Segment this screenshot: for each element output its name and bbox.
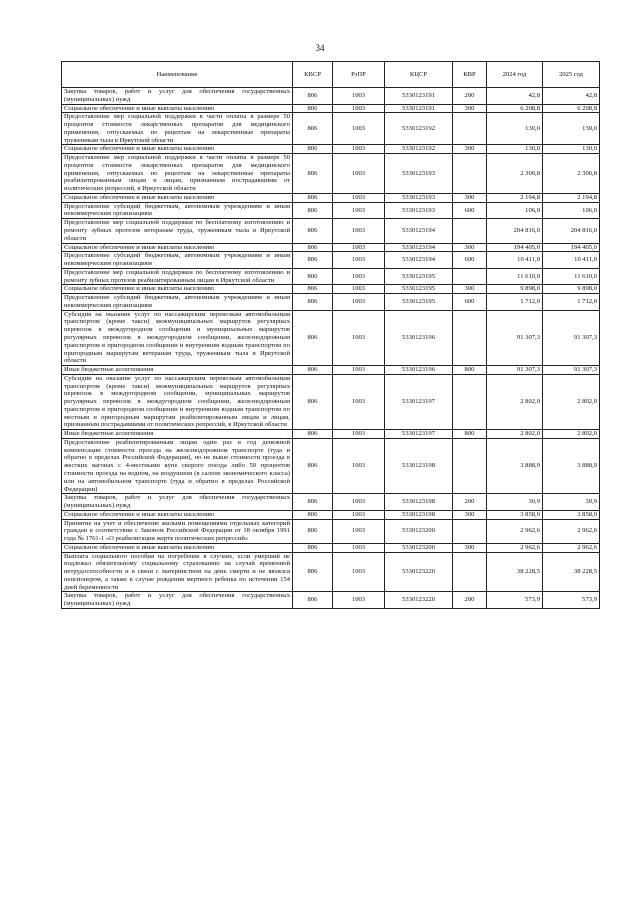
cell-rzpr: 1003 <box>333 438 385 493</box>
cell-2025: 204 816,0 <box>543 219 600 243</box>
cell-kvr: 600 <box>453 252 487 269</box>
table-row <box>62 510 600 519</box>
cell-2024: 573,9 <box>487 592 543 609</box>
table-row <box>62 438 600 493</box>
table-row <box>62 193 600 202</box>
cell-2024: 194 405,0 <box>487 243 543 252</box>
cell-2024: 42,8 <box>487 88 543 105</box>
cell-kcsr: 5330123195 <box>385 285 453 294</box>
cell-name: Предоставление субсидий бюджетным, автономным учреждениям и иным некоммерческим организациям <box>62 202 293 219</box>
table-row <box>62 430 600 439</box>
cell-kvr: 300 <box>453 285 487 294</box>
table-row <box>62 310 600 365</box>
cell-name: Предоставление мер социальной поддержки в части оплаты в размере 50 процентов стоимости лекарственных препаратов для медицинского применения, отпускаемых по рецептам на лекарственные препараты реабилитированным лицам и лицам, признанным пострадавшими от политических репрессий, в Иркутской области <box>62 154 293 194</box>
cell-name: Предоставление мер социальной поддержки в части оплаты в размере 50 процентов стоимости лекарственных препаратов для медицинского применения, отпускаемых по рецептам на лекарственные препараты труженикам тыла в Иркутской области <box>62 113 293 145</box>
table-row <box>62 145 600 154</box>
cell-kcsr: 5330123191 <box>385 88 453 105</box>
table-body <box>62 88 600 609</box>
cell-kvsr: 806 <box>293 88 333 105</box>
cell-kcsr: 5330123194 <box>385 252 453 269</box>
cell-kcsr: 5330123192 <box>385 113 453 145</box>
cell-2024: 2 194,8 <box>487 193 543 202</box>
cell-kvsr: 806 <box>293 592 333 609</box>
cell-kvsr: 806 <box>293 252 333 269</box>
cell-kvr <box>453 113 487 145</box>
cell-kvsr: 806 <box>293 430 333 439</box>
cell-kvr: 300 <box>453 193 487 202</box>
cell-name: Субсидии на оказание услуг по пассажирским перевозкам автомобильным транспортом (кроме такси) межмуниципальных маршрутов регулярных перевозок в междугородном сообщении, муниципальных маршрутов регулярных перевозок в междугородном сообщении, железнодорожным транспортом в пригородном сообщении и внутренним водным транспортом по местным и пригородным маршрутам реабилитированным лицам и лицам, признанным пострадавшими от политических репрессий, в Иркутской области <box>62 374 293 429</box>
cell-2025: 130,0 <box>543 113 600 145</box>
cell-2024: 30,9 <box>487 494 543 511</box>
cell-2025: 106,0 <box>543 202 600 219</box>
cell-name: Социальное обеспечение и иные выплаты населению <box>62 543 293 552</box>
cell-kvsr: 806 <box>293 113 333 145</box>
cell-kvsr: 806 <box>293 193 333 202</box>
cell-kvsr: 806 <box>293 268 333 285</box>
cell-rzpr: 1003 <box>333 310 385 365</box>
cell-kvsr: 806 <box>293 310 333 365</box>
cell-kvsr: 806 <box>293 294 333 311</box>
table-row <box>62 88 600 105</box>
cell-kcsr: 5330123197 <box>385 374 453 429</box>
cell-kvsr: 806 <box>293 543 333 552</box>
cell-2024: 2 962,6 <box>487 519 543 543</box>
cell-2025: 1 712,0 <box>543 294 600 311</box>
cell-rzpr: 1003 <box>333 543 385 552</box>
cell-rzpr: 1003 <box>333 592 385 609</box>
cell-2025: 3 888,9 <box>543 438 600 493</box>
cell-kcsr: 5330123194 <box>385 219 453 243</box>
cell-kcsr: 5330123193 <box>385 193 453 202</box>
cell-rzpr: 1003 <box>333 366 385 375</box>
cell-kvr <box>453 310 487 365</box>
cell-kvsr: 806 <box>293 285 333 294</box>
cell-rzpr: 1003 <box>333 268 385 285</box>
cell-kcsr: 5330123191 <box>385 104 453 113</box>
cell-rzpr: 1003 <box>333 519 385 543</box>
table-row <box>62 494 600 511</box>
cell-kvsr: 806 <box>293 219 333 243</box>
table-row <box>62 268 600 285</box>
cell-name: Иные бюджетные ассигнования <box>62 430 293 439</box>
cell-kvr: 300 <box>453 243 487 252</box>
table-row <box>62 519 600 543</box>
cell-kvsr: 806 <box>293 552 333 592</box>
cell-2024: 3 858,0 <box>487 510 543 519</box>
cell-name: Выплата социального пособия на погребение в случаях, если умерший не подлежал обязательному социальному страхованию на случай временной нетрудоспособности и в связи с материнством на день смерти и не являлся пенсионером, а также в случае рождения мертвого ребенка по истечении 154 дней беременности <box>62 552 293 592</box>
cell-name: Социальное обеспечение и иные выплаты населению <box>62 193 293 202</box>
budget-table <box>61 61 600 609</box>
cell-2024: 2 802,0 <box>487 430 543 439</box>
cell-2025: 194 405,0 <box>543 243 600 252</box>
table-row <box>62 592 600 609</box>
cell-name: Закупка товаров, работ и услуг для обеспечения государственных (муниципальных) нужд <box>62 88 293 105</box>
cell-rzpr: 1003 <box>333 88 385 105</box>
cell-kcsr: 5330123194 <box>385 243 453 252</box>
cell-2024: 10 411,0 <box>487 252 543 269</box>
page-number: 34 <box>315 43 325 53</box>
cell-kvr <box>453 219 487 243</box>
cell-2025: 42,8 <box>543 88 600 105</box>
cell-2024: 9 898,0 <box>487 285 543 294</box>
table-row <box>62 202 600 219</box>
cell-2024: 204 816,0 <box>487 219 543 243</box>
cell-kvr: 200 <box>453 592 487 609</box>
cell-kvr <box>453 154 487 194</box>
table-row <box>62 243 600 252</box>
cell-kvsr: 806 <box>293 104 333 113</box>
cell-2025: 30,9 <box>543 494 600 511</box>
cell-2024: 130,0 <box>487 145 543 154</box>
cell-kvr: 200 <box>453 88 487 105</box>
cell-kvr: 300 <box>453 104 487 113</box>
table-row <box>62 285 600 294</box>
cell-name: Социальное обеспечение и иные выплаты населению <box>62 145 293 154</box>
cell-kvsr: 806 <box>293 154 333 194</box>
cell-kvsr: 806 <box>293 510 333 519</box>
cell-2024: 91 307,3 <box>487 310 543 365</box>
cell-kcsr: 5330123192 <box>385 145 453 154</box>
cell-rzpr: 1003 <box>333 154 385 194</box>
cell-rzpr: 1003 <box>333 252 385 269</box>
cell-kcsr: 5330123200 <box>385 543 453 552</box>
cell-2025: 2 300,8 <box>543 154 600 194</box>
table-header <box>62 62 600 88</box>
cell-kcsr: 5330123198 <box>385 510 453 519</box>
cell-name: Иные бюджетные ассигнования <box>62 366 293 375</box>
cell-kcsr: 5330123197 <box>385 430 453 439</box>
cell-2024: 2 802,0 <box>487 374 543 429</box>
cell-name: Предоставление субсидий бюджетным, автономным учреждениям и иным некоммерческим организациям <box>62 252 293 269</box>
header-rzpr: РзПР <box>333 62 385 88</box>
cell-name: Социальное обеспечение и иные выплаты населению <box>62 243 293 252</box>
cell-2024: 2 962,6 <box>487 543 543 552</box>
table-row <box>62 113 600 145</box>
cell-2024: 91 307,3 <box>487 366 543 375</box>
cell-name: Социальное обеспечение и иные выплаты населению <box>62 104 293 113</box>
cell-rzpr: 1003 <box>333 202 385 219</box>
cell-rzpr: 1003 <box>333 145 385 154</box>
cell-kvsr: 806 <box>293 438 333 493</box>
cell-2025: 10 411,0 <box>543 252 600 269</box>
header-2024: 2024 год <box>487 62 543 88</box>
cell-kvr <box>453 438 487 493</box>
cell-rzpr: 1003 <box>333 219 385 243</box>
cell-2025: 38 228,5 <box>543 552 600 592</box>
cell-kvr: 200 <box>453 494 487 511</box>
cell-2025: 2 194,8 <box>543 193 600 202</box>
cell-kcsr: 5330123193 <box>385 154 453 194</box>
cell-kvsr: 806 <box>293 374 333 429</box>
cell-2024: 2 300,8 <box>487 154 543 194</box>
cell-rzpr: 1003 <box>333 552 385 592</box>
cell-kcsr: 5330123196 <box>385 366 453 375</box>
cell-kvr: 800 <box>453 366 487 375</box>
cell-2025: 9 898,0 <box>543 285 600 294</box>
cell-kvr <box>453 519 487 543</box>
table-row <box>62 374 600 429</box>
cell-2025: 2 962,6 <box>543 543 600 552</box>
cell-name: Предоставление реабилитированным лицам один раз в год денежной компенсации стоимости проезда на железнодорожном транспорте (туда и обратно в пределах Российской Федерации), но не выше стоимости проезда в жестких вагонах с 4-местными купе скорого поезда либо 50 процентов стоимости проезда на водном, на воздушном (в салоне экономического класса) или на автомобильном транспорте (туда и обратно в пределах Российской Федерации) <box>62 438 293 493</box>
cell-name: Социальное обеспечение и иные выплаты населению <box>62 285 293 294</box>
header-kvr: КВР <box>453 62 487 88</box>
cell-kvr: 800 <box>453 430 487 439</box>
cell-kcsr: 5330123195 <box>385 294 453 311</box>
cell-name: Закупка товаров, работ и услуг для обеспечения государственных (муниципальных) нужд <box>62 494 293 511</box>
cell-kvsr: 806 <box>293 519 333 543</box>
cell-kvr <box>453 552 487 592</box>
cell-name: Принятие на учет и обеспечение жилыми помещениями отдельных категорий граждан в соответствии с Законом Российской Федерации от 18 октября 1991 года № 1761-1 «О реабилитации жертв политических репрессий» <box>62 519 293 543</box>
cell-2024: 106,0 <box>487 202 543 219</box>
cell-kvr: 600 <box>453 202 487 219</box>
cell-2024: 3 888,9 <box>487 438 543 493</box>
cell-kvsr: 806 <box>293 494 333 511</box>
cell-rzpr: 1003 <box>333 294 385 311</box>
cell-rzpr: 1003 <box>333 113 385 145</box>
cell-kcsr: 5330123200 <box>385 519 453 543</box>
cell-name: Субсидия на оказание услуг по пассажирским перевозкам автомобильным транспортом (кроме такси) межмуниципальных маршрутов регулярных перевозок в междугородном сообщении и муниципальных маршрутов регулярных перевозок в междугородном сообщении, железнодорожным транспортом в пригородном сообщении и внутренним водным транспортом по пригородным маршрутам ветеранам труда, труженикам тыла в Иркутской области <box>62 310 293 365</box>
cell-rzpr: 1003 <box>333 104 385 113</box>
cell-2024: 11 610,0 <box>487 268 543 285</box>
table-row <box>62 104 600 113</box>
cell-rzpr: 1003 <box>333 285 385 294</box>
cell-kcsr: 5330123198 <box>385 438 453 493</box>
cell-kvr: 300 <box>453 543 487 552</box>
cell-2025: 573,9 <box>543 592 600 609</box>
cell-rzpr: 1003 <box>333 374 385 429</box>
cell-kcsr: 5330123220 <box>385 552 453 592</box>
table-row <box>62 294 600 311</box>
cell-kcsr: 5330123198 <box>385 494 453 511</box>
cell-2025: 2 962,6 <box>543 519 600 543</box>
cell-name: Предоставление субсидий бюджетным, автономным учреждениям и иным некоммерческим организациям <box>62 294 293 311</box>
cell-kcsr: 5330123196 <box>385 310 453 365</box>
cell-kcsr: 5330123220 <box>385 592 453 609</box>
cell-kvr <box>453 374 487 429</box>
table-row <box>62 219 600 243</box>
cell-rzpr: 1003 <box>333 243 385 252</box>
cell-2025: 91 307,3 <box>543 366 600 375</box>
cell-kvr: 300 <box>453 510 487 519</box>
cell-2024: 38 228,5 <box>487 552 543 592</box>
cell-2024: 1 712,0 <box>487 294 543 311</box>
cell-2025: 6 208,8 <box>543 104 600 113</box>
cell-name: Закупка товаров, работ и услуг для обеспечения государственных (муниципальных) нужд <box>62 592 293 609</box>
cell-kcsr: 5330123195 <box>385 268 453 285</box>
table-row <box>62 252 600 269</box>
header-kvsr: КВСР <box>293 62 333 88</box>
cell-2025: 2 802,0 <box>543 374 600 429</box>
header-kcsr: КЦСР <box>385 62 453 88</box>
cell-kvsr: 806 <box>293 366 333 375</box>
cell-kvsr: 806 <box>293 202 333 219</box>
table-row <box>62 366 600 375</box>
cell-2025: 130,0 <box>543 145 600 154</box>
cell-kvsr: 806 <box>293 243 333 252</box>
cell-kvsr: 806 <box>293 145 333 154</box>
cell-kvr: 600 <box>453 294 487 311</box>
header-name: Наименование <box>62 62 293 88</box>
cell-kvr: 300 <box>453 145 487 154</box>
cell-2025: 2 802,0 <box>543 430 600 439</box>
cell-2025: 3 858,0 <box>543 510 600 519</box>
cell-2025: 91 307,3 <box>543 310 600 365</box>
header-2025: 2025 год <box>543 62 600 88</box>
cell-rzpr: 1003 <box>333 430 385 439</box>
cell-2024: 130,0 <box>487 113 543 145</box>
table-row <box>62 552 600 592</box>
table-row <box>62 543 600 552</box>
cell-kvr <box>453 268 487 285</box>
cell-kcsr: 5330123193 <box>385 202 453 219</box>
cell-2024: 6 208,8 <box>487 104 543 113</box>
cell-name: Предоставление мер социальной поддержки по бесплатному изготовлению и ремонту зубных протезов ветеранам труда, труженикам тыла в Иркутской области <box>62 219 293 243</box>
cell-rzpr: 1003 <box>333 494 385 511</box>
cell-name: Социальное обеспечение и иные выплаты населению <box>62 510 293 519</box>
cell-rzpr: 1003 <box>333 193 385 202</box>
table-row <box>62 154 600 194</box>
header-row <box>62 62 600 88</box>
cell-rzpr: 1003 <box>333 510 385 519</box>
cell-2025: 11 610,0 <box>543 268 600 285</box>
cell-name: Предоставление мер социальной поддержки по бесплатному изготовлению и ремонту зубных протезов реабилитированным лицам в Иркутской области <box>62 268 293 285</box>
